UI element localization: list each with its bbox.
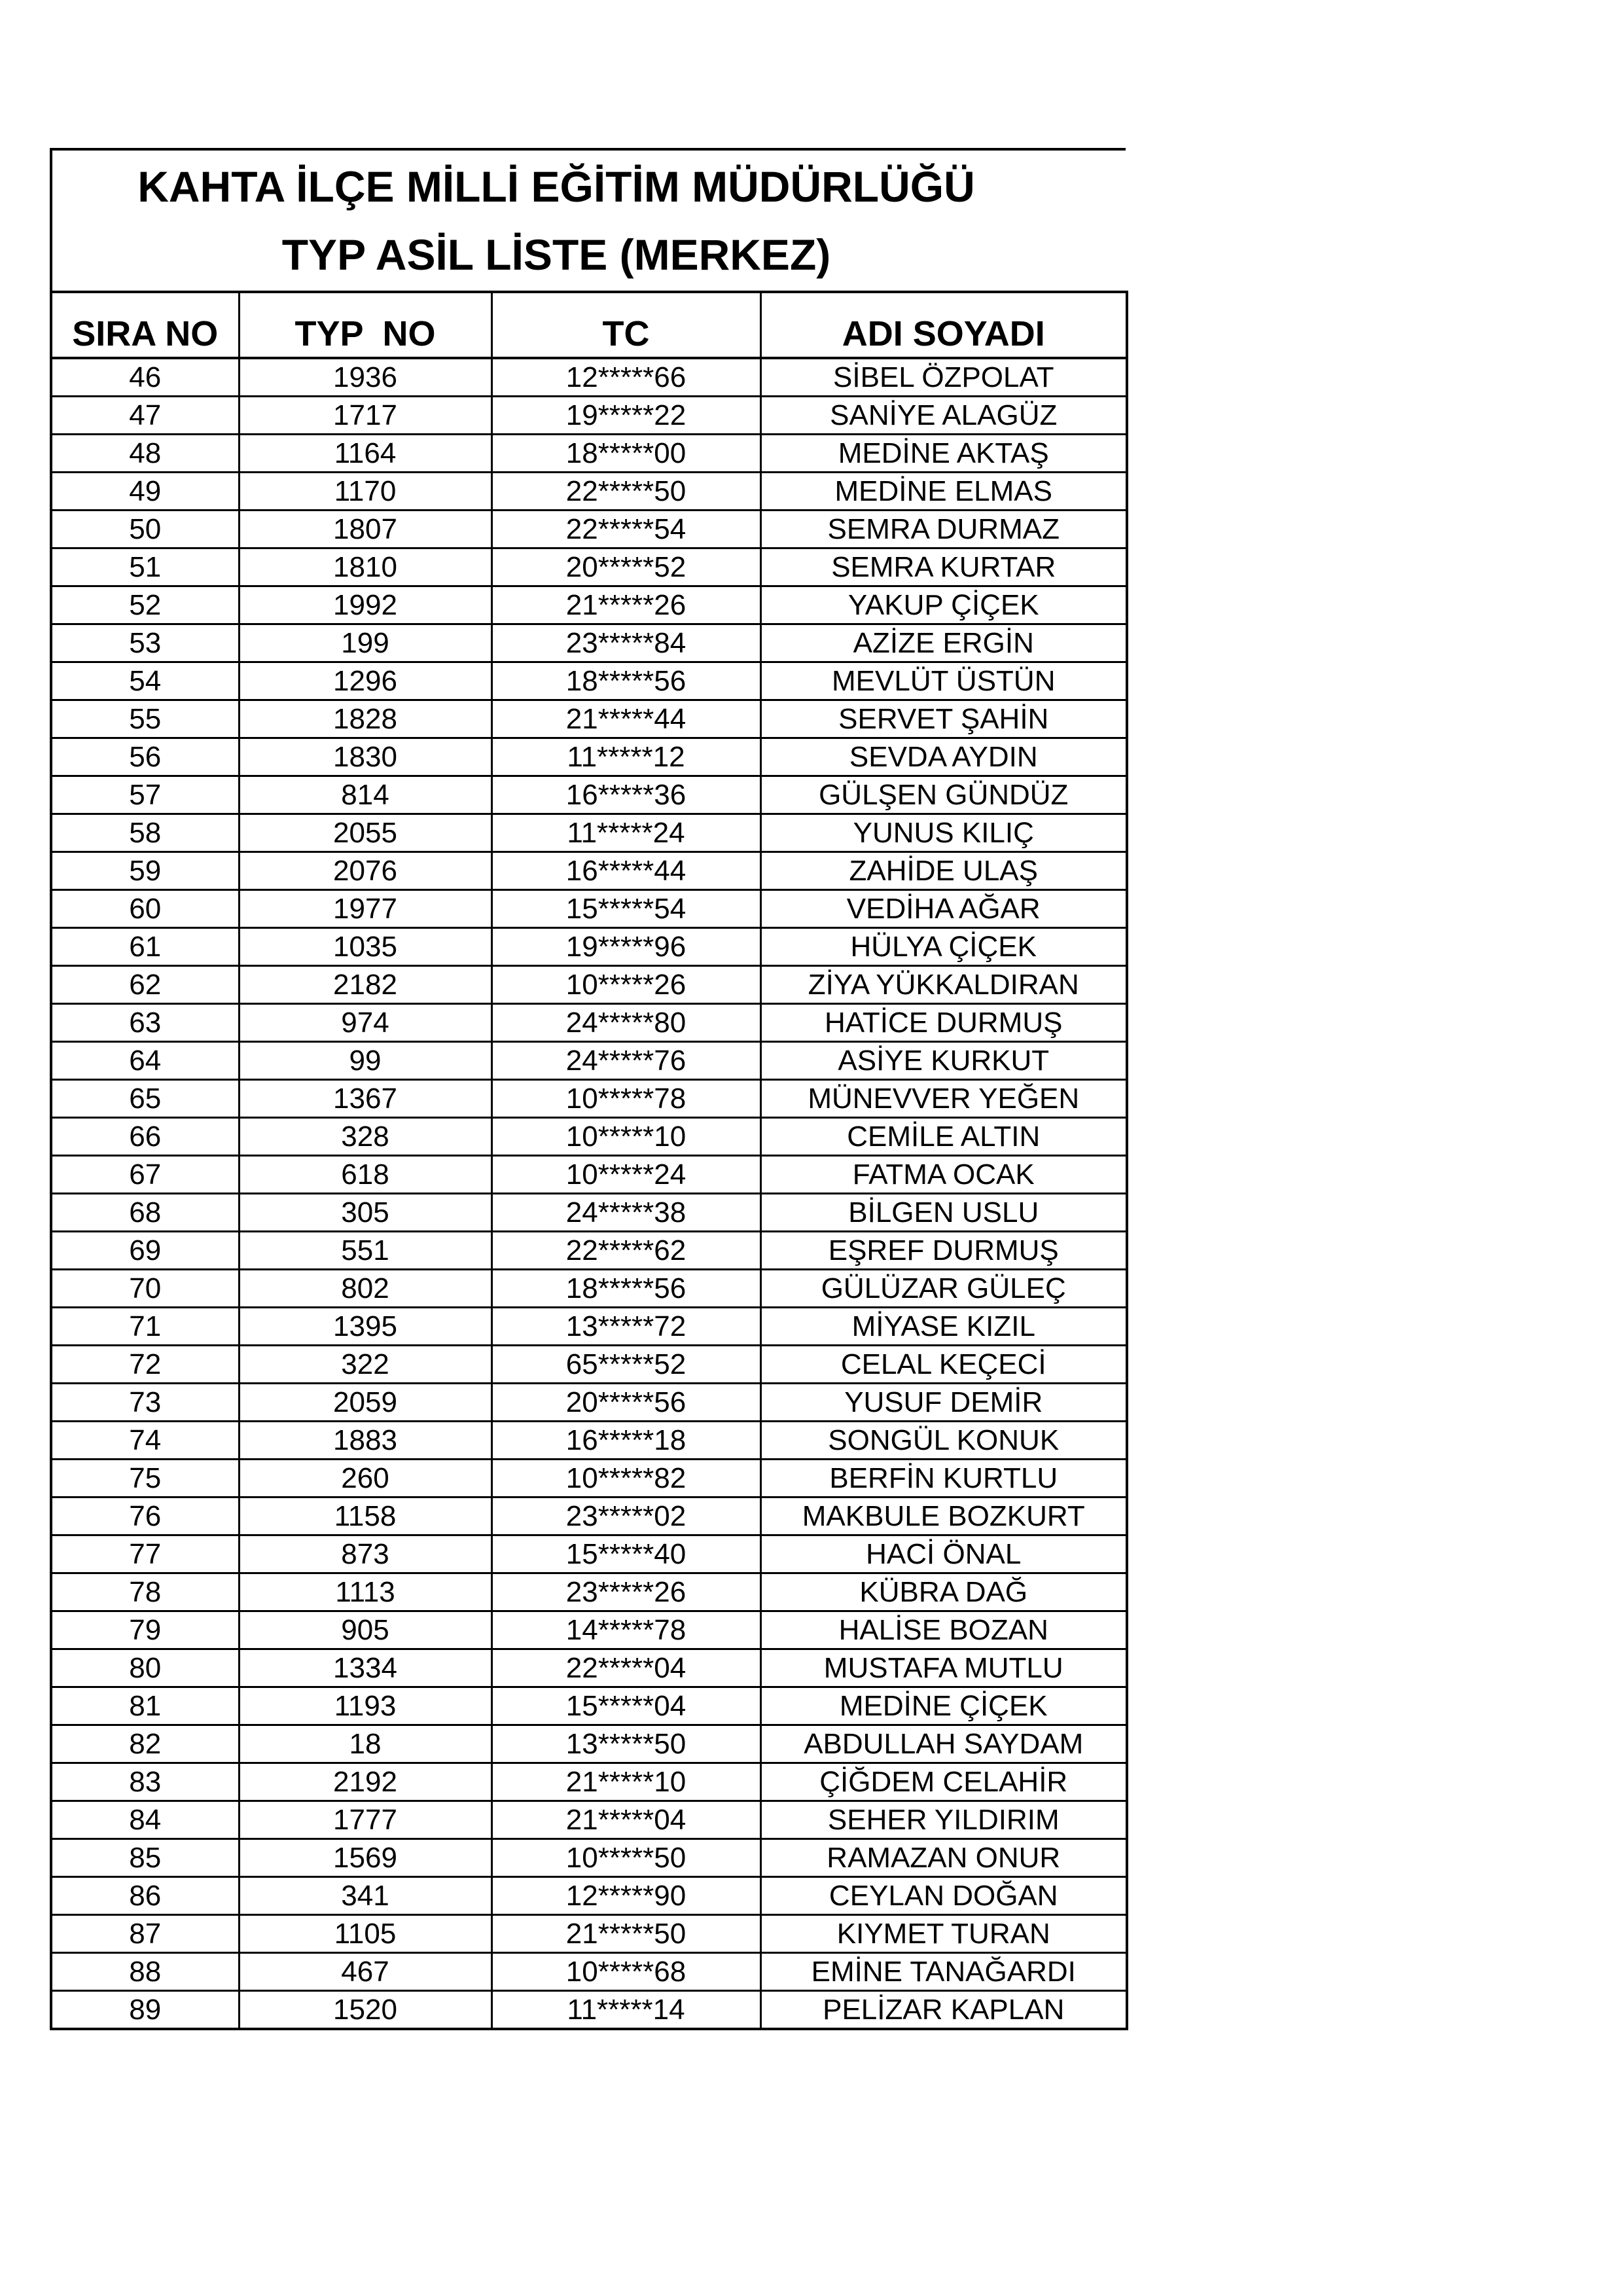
cell-adi-soyadi: MEDİNE ÇİÇEK: [760, 1687, 1127, 1725]
table-row: [51, 700, 1127, 738]
cell-tc: 11*****24: [491, 814, 760, 852]
cell-sira-no: 84: [51, 1801, 239, 1839]
cell-adi-soyadi: AZİZE ERGİN: [760, 624, 1127, 662]
table-row: [51, 397, 1127, 435]
cell-tc: 21*****50: [491, 1915, 760, 1953]
cell-sira-no: 50: [51, 511, 239, 548]
cell-tc: 21*****10: [491, 1763, 760, 1801]
table-row: [51, 1649, 1127, 1687]
cell-tc: 10*****68: [491, 1953, 760, 1991]
cell-adi-soyadi: ABDULLAH SAYDAM: [760, 1725, 1127, 1763]
table-row: [51, 738, 1127, 776]
cell-typ-no: 1828: [239, 700, 491, 738]
cell-sira-no: 89: [51, 1991, 239, 2030]
cell-tc: 18*****56: [491, 662, 760, 700]
cell-tc: 13*****50: [491, 1725, 760, 1763]
table-row: [51, 852, 1127, 890]
cell-typ-no: 467: [239, 1953, 491, 1991]
cell-typ-no: 199: [239, 624, 491, 662]
cell-adi-soyadi: MÜNEVVER YEĞEN: [760, 1080, 1127, 1118]
cell-adi-soyadi: GÜLŞEN GÜNDÜZ: [760, 776, 1127, 814]
title-block: [50, 148, 1126, 291]
cell-typ-no: 1105: [239, 1915, 491, 1953]
table-row: [51, 1611, 1127, 1649]
cell-typ-no: 322: [239, 1346, 491, 1384]
cell-adi-soyadi: MEDİNE AKTAŞ: [760, 435, 1127, 473]
cell-adi-soyadi: CEYLAN DOĞAN: [760, 1877, 1127, 1915]
cell-tc: 15*****54: [491, 890, 760, 928]
cell-tc: 20*****56: [491, 1384, 760, 1422]
table-row: [51, 1042, 1127, 1080]
cell-sira-no: 66: [51, 1118, 239, 1156]
cell-typ-no: 2076: [239, 852, 491, 890]
cell-sira-no: 76: [51, 1498, 239, 1535]
cell-typ-no: 1883: [239, 1422, 491, 1460]
cell-typ-no: 814: [239, 776, 491, 814]
table-row: [51, 511, 1127, 548]
cell-sira-no: 83: [51, 1763, 239, 1801]
cell-typ-no: 1170: [239, 473, 491, 511]
table-row: [51, 624, 1127, 662]
cell-adi-soyadi: MEVLÜT ÜSTÜN: [760, 662, 1127, 700]
cell-adi-soyadi: SANİYE ALAGÜZ: [760, 397, 1127, 435]
cell-adi-soyadi: HÜLYA ÇİÇEK: [760, 928, 1127, 966]
table-row: [51, 1801, 1127, 1839]
cell-typ-no: 618: [239, 1156, 491, 1194]
cell-adi-soyadi: FATMA OCAK: [760, 1156, 1127, 1194]
cell-sira-no: 67: [51, 1156, 239, 1194]
cell-sira-no: 73: [51, 1384, 239, 1422]
cell-adi-soyadi: ASİYE KURKUT: [760, 1042, 1127, 1080]
table-row: [51, 473, 1127, 511]
cell-typ-no: 1520: [239, 1991, 491, 2030]
table-row: [51, 1232, 1127, 1270]
cell-adi-soyadi: SİBEL ÖZPOLAT: [760, 358, 1127, 397]
table-row: [51, 1725, 1127, 1763]
cell-adi-soyadi: HATİCE DURMUŞ: [760, 1004, 1127, 1042]
cell-sira-no: 56: [51, 738, 239, 776]
table-header-row: [51, 292, 1127, 358]
cell-typ-no: 974: [239, 1004, 491, 1042]
cell-typ-no: 1810: [239, 548, 491, 586]
cell-tc: 20*****52: [491, 548, 760, 586]
cell-typ-no: 305: [239, 1194, 491, 1232]
cell-tc: 22*****54: [491, 511, 760, 548]
participant-table: [50, 291, 1128, 2030]
cell-tc: 18*****56: [491, 1270, 760, 1308]
cell-typ-no: 873: [239, 1535, 491, 1573]
document-subtitle: TYP ASİL LİSTE (MERKEZ): [281, 230, 831, 279]
table-row: [51, 1953, 1127, 1991]
cell-tc: 10*****26: [491, 966, 760, 1004]
cell-tc: 23*****02: [491, 1498, 760, 1535]
cell-adi-soyadi: SEMRA KURTAR: [760, 548, 1127, 586]
cell-typ-no: 1807: [239, 511, 491, 548]
column-header-sira-no: SIRA NO: [51, 292, 239, 358]
cell-adi-soyadi: BİLGEN USLU: [760, 1194, 1127, 1232]
cell-tc: 21*****44: [491, 700, 760, 738]
cell-sira-no: 46: [51, 358, 239, 397]
cell-adi-soyadi: MAKBULE BOZKURT: [760, 1498, 1127, 1535]
table-row: [51, 966, 1127, 1004]
cell-sira-no: 63: [51, 1004, 239, 1042]
cell-sira-no: 77: [51, 1535, 239, 1573]
cell-sira-no: 47: [51, 397, 239, 435]
cell-adi-soyadi: ZAHİDE ULAŞ: [760, 852, 1127, 890]
table-row: [51, 435, 1127, 473]
cell-sira-no: 69: [51, 1232, 239, 1270]
table-row: [51, 358, 1127, 397]
cell-adi-soyadi: KIYMET TURAN: [760, 1915, 1127, 1953]
cell-tc: 22*****62: [491, 1232, 760, 1270]
cell-tc: 18*****00: [491, 435, 760, 473]
table-row: [51, 1118, 1127, 1156]
cell-adi-soyadi: HALİSE BOZAN: [760, 1611, 1127, 1649]
cell-tc: 12*****66: [491, 358, 760, 397]
cell-sira-no: 58: [51, 814, 239, 852]
cell-tc: 23*****26: [491, 1573, 760, 1611]
cell-typ-no: 1193: [239, 1687, 491, 1725]
cell-sira-no: 65: [51, 1080, 239, 1118]
cell-sira-no: 81: [51, 1687, 239, 1725]
cell-sira-no: 53: [51, 624, 239, 662]
cell-tc: 10*****24: [491, 1156, 760, 1194]
cell-adi-soyadi: CEMİLE ALTIN: [760, 1118, 1127, 1156]
cell-tc: 21*****26: [491, 586, 760, 624]
cell-adi-soyadi: ZİYA YÜKKALDIRAN: [760, 966, 1127, 1004]
table-row: [51, 776, 1127, 814]
cell-adi-soyadi: SEVDA AYDIN: [760, 738, 1127, 776]
cell-typ-no: 260: [239, 1460, 491, 1498]
table-row: [51, 586, 1127, 624]
cell-sira-no: 54: [51, 662, 239, 700]
cell-sira-no: 59: [51, 852, 239, 890]
cell-typ-no: 1777: [239, 1801, 491, 1839]
table-row: [51, 548, 1127, 586]
cell-tc: 16*****18: [491, 1422, 760, 1460]
table-row: [51, 1687, 1127, 1725]
cell-adi-soyadi: YUNUS KILIÇ: [760, 814, 1127, 852]
table-row: [51, 890, 1127, 928]
cell-sira-no: 51: [51, 548, 239, 586]
cell-sira-no: 57: [51, 776, 239, 814]
table-row: [51, 1991, 1127, 2030]
cell-sira-no: 82: [51, 1725, 239, 1763]
cell-adi-soyadi: BERFİN KURTLU: [760, 1460, 1127, 1498]
cell-tc: 22*****50: [491, 473, 760, 511]
cell-sira-no: 61: [51, 928, 239, 966]
cell-typ-no: 328: [239, 1118, 491, 1156]
cell-adi-soyadi: MEDİNE ELMAS: [760, 473, 1127, 511]
table-row: [51, 1839, 1127, 1877]
cell-sira-no: 72: [51, 1346, 239, 1384]
cell-tc: 12*****90: [491, 1877, 760, 1915]
document-sheet: [50, 148, 1126, 2030]
table-row: [51, 1763, 1127, 1801]
table-row: [51, 928, 1127, 966]
cell-sira-no: 74: [51, 1422, 239, 1460]
cell-adi-soyadi: RAMAZAN ONUR: [760, 1839, 1127, 1877]
cell-tc: 10*****10: [491, 1118, 760, 1156]
table-row: [51, 1080, 1127, 1118]
cell-sira-no: 78: [51, 1573, 239, 1611]
cell-typ-no: 1717: [239, 397, 491, 435]
table-row: [51, 1535, 1127, 1573]
cell-sira-no: 49: [51, 473, 239, 511]
cell-typ-no: 1296: [239, 662, 491, 700]
cell-adi-soyadi: KÜBRA DAĞ: [760, 1573, 1127, 1611]
cell-adi-soyadi: YAKUP ÇİÇEK: [760, 586, 1127, 624]
column-header-adi-soyadi: ADI SOYADI: [760, 292, 1127, 358]
cell-adi-soyadi: SEMRA DURMAZ: [760, 511, 1127, 548]
cell-sira-no: 48: [51, 435, 239, 473]
cell-typ-no: 1395: [239, 1308, 491, 1346]
cell-tc: 16*****44: [491, 852, 760, 890]
cell-tc: 10*****50: [491, 1839, 760, 1877]
cell-typ-no: 1334: [239, 1649, 491, 1687]
cell-typ-no: 2059: [239, 1384, 491, 1422]
cell-sira-no: 64: [51, 1042, 239, 1080]
cell-typ-no: 1158: [239, 1498, 491, 1535]
cell-adi-soyadi: SERVET ŞAHİN: [760, 700, 1127, 738]
cell-tc: 19*****22: [491, 397, 760, 435]
cell-tc: 65*****52: [491, 1346, 760, 1384]
cell-adi-soyadi: EMİNE TANAĞARDI: [760, 1953, 1127, 1991]
cell-sira-no: 85: [51, 1839, 239, 1877]
cell-adi-soyadi: VEDİHA AĞAR: [760, 890, 1127, 928]
cell-adi-soyadi: GÜLÜZAR GÜLEÇ: [760, 1270, 1127, 1308]
cell-sira-no: 86: [51, 1877, 239, 1915]
table-row: [51, 662, 1127, 700]
cell-tc: 11*****14: [491, 1991, 760, 2030]
cell-typ-no: 2055: [239, 814, 491, 852]
cell-typ-no: 99: [239, 1042, 491, 1080]
cell-tc: 14*****78: [491, 1611, 760, 1649]
cell-tc: 15*****04: [491, 1687, 760, 1725]
cell-tc: 13*****72: [491, 1308, 760, 1346]
cell-typ-no: 905: [239, 1611, 491, 1649]
cell-sira-no: 79: [51, 1611, 239, 1649]
cell-typ-no: 1569: [239, 1839, 491, 1877]
cell-sira-no: 75: [51, 1460, 239, 1498]
table-row: [51, 1346, 1127, 1384]
cell-adi-soyadi: SONGÜL KONUK: [760, 1422, 1127, 1460]
cell-tc: 22*****04: [491, 1649, 760, 1687]
cell-typ-no: 1113: [239, 1573, 491, 1611]
table-row: [51, 1194, 1127, 1232]
table-row: [51, 814, 1127, 852]
cell-typ-no: 1035: [239, 928, 491, 966]
cell-tc: 21*****04: [491, 1801, 760, 1839]
table-row: [51, 1915, 1127, 1953]
cell-sira-no: 60: [51, 890, 239, 928]
cell-typ-no: 1830: [239, 738, 491, 776]
cell-adi-soyadi: YUSUF DEMİR: [760, 1384, 1127, 1422]
cell-typ-no: 1367: [239, 1080, 491, 1118]
cell-tc: 24*****38: [491, 1194, 760, 1232]
cell-tc: 11*****12: [491, 738, 760, 776]
cell-adi-soyadi: EŞREF DURMUŞ: [760, 1232, 1127, 1270]
cell-typ-no: 18: [239, 1725, 491, 1763]
cell-adi-soyadi: ÇİĞDEM CELAHİR: [760, 1763, 1127, 1801]
cell-typ-no: 1936: [239, 358, 491, 397]
column-header-typ-no: TYP NO: [239, 292, 491, 358]
cell-sira-no: 80: [51, 1649, 239, 1687]
cell-sira-no: 88: [51, 1953, 239, 1991]
cell-typ-no: 802: [239, 1270, 491, 1308]
table-row: [51, 1877, 1127, 1915]
cell-tc: 15*****40: [491, 1535, 760, 1573]
table-row: [51, 1422, 1127, 1460]
table-body: [51, 358, 1127, 2029]
cell-sira-no: 68: [51, 1194, 239, 1232]
table-row: [51, 1460, 1127, 1498]
cell-adi-soyadi: CELAL KEÇECİ: [760, 1346, 1127, 1384]
table-row: [51, 1384, 1127, 1422]
cell-tc: 19*****96: [491, 928, 760, 966]
column-header-tc: TC: [491, 292, 760, 358]
cell-adi-soyadi: HACİ ÖNAL: [760, 1535, 1127, 1573]
cell-tc: 10*****78: [491, 1080, 760, 1118]
cell-sira-no: 71: [51, 1308, 239, 1346]
cell-adi-soyadi: SEHER YILDIRIM: [760, 1801, 1127, 1839]
cell-adi-soyadi: MUSTAFA MUTLU: [760, 1649, 1127, 1687]
cell-sira-no: 52: [51, 586, 239, 624]
cell-typ-no: 551: [239, 1232, 491, 1270]
cell-typ-no: 2192: [239, 1763, 491, 1801]
cell-tc: 24*****76: [491, 1042, 760, 1080]
cell-sira-no: 70: [51, 1270, 239, 1308]
cell-typ-no: 1164: [239, 435, 491, 473]
cell-sira-no: 55: [51, 700, 239, 738]
cell-tc: 10*****82: [491, 1460, 760, 1498]
cell-tc: 24*****80: [491, 1004, 760, 1042]
table-row: [51, 1498, 1127, 1535]
table-row: [51, 1308, 1127, 1346]
document-title: KAHTA İLÇE MİLLİ EĞİTİM MÜDÜRLÜĞÜ: [137, 162, 975, 211]
table-row: [51, 1004, 1127, 1042]
cell-tc: 16*****36: [491, 776, 760, 814]
table-row: [51, 1573, 1127, 1611]
table-row: [51, 1156, 1127, 1194]
cell-typ-no: 2182: [239, 966, 491, 1004]
cell-tc: 23*****84: [491, 624, 760, 662]
cell-typ-no: 1992: [239, 586, 491, 624]
cell-typ-no: 341: [239, 1877, 491, 1915]
cell-adi-soyadi: MİYASE KIZIL: [760, 1308, 1127, 1346]
cell-typ-no: 1977: [239, 890, 491, 928]
cell-adi-soyadi: PELİZAR KAPLAN: [760, 1991, 1127, 2030]
cell-sira-no: 87: [51, 1915, 239, 1953]
table-row: [51, 1270, 1127, 1308]
cell-sira-no: 62: [51, 966, 239, 1004]
